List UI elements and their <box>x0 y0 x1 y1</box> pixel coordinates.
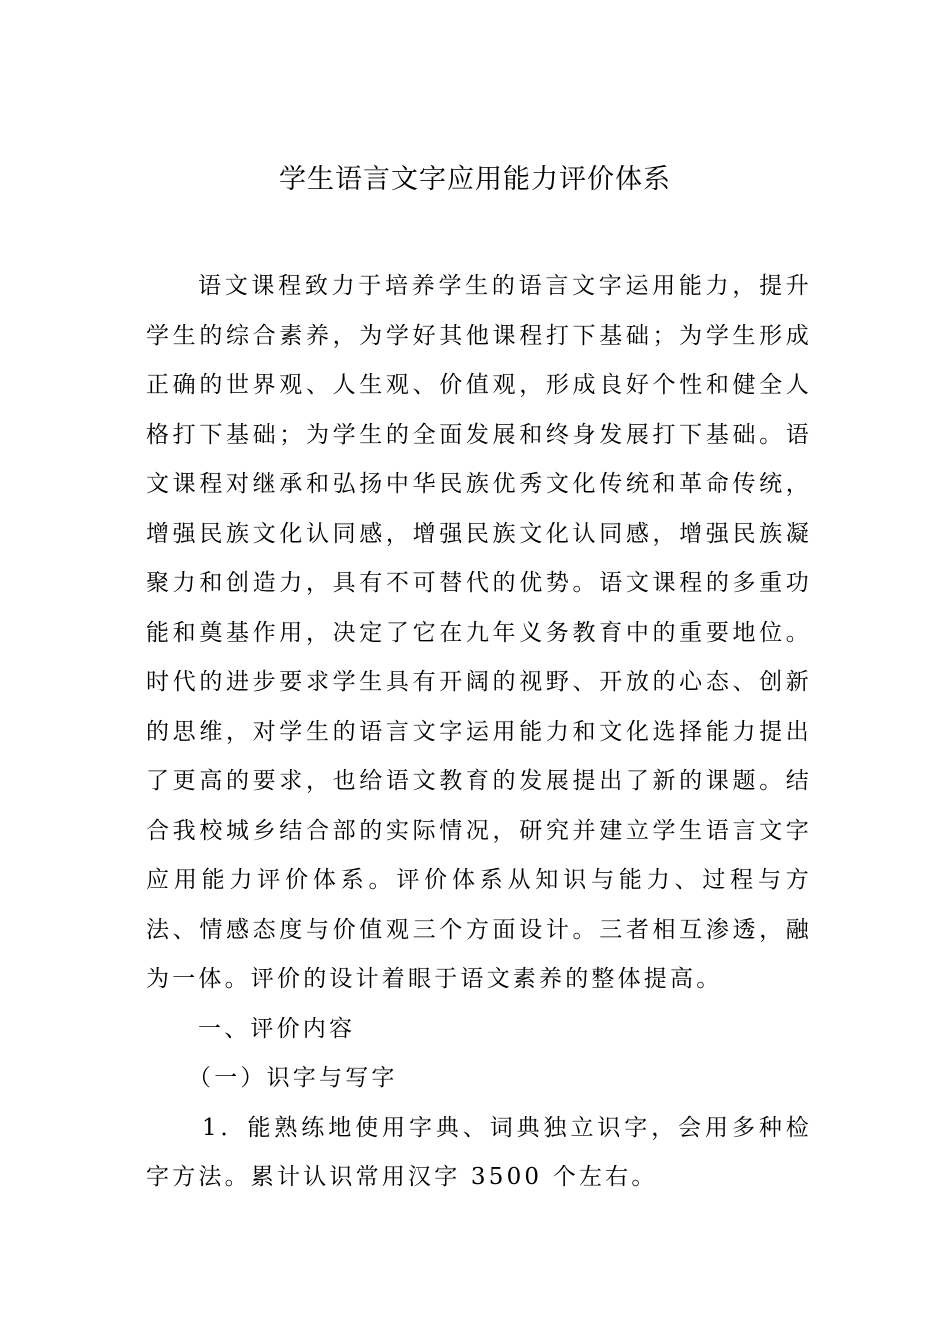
document-body <box>146 262 812 1203</box>
document-title: 学生语言文字应用能力评价体系 <box>279 164 671 195</box>
subsection-heading: （一）识字与写字 <box>188 1065 398 1091</box>
section-heading: 一、评价内容 <box>198 1015 356 1042</box>
intro-paragraph: 语文课程致力于培养学生的语言文字运用能力，提升学生的综合素养，为学好其他课程打下基础；为学生形成正确的世界观、人生观、价值观，形成良好个性和健全人格打下基础；为学生的全面发展和终身发展打下基础。语文课程对继承和弘扬中华民族优秀文化传统和革命传统，增强民族文化认同感，增强民族文化认同感，增强民族凝聚力和创造力，具有不可替代的优势。语文课程的多重功能和奠基作用，决定了它在九年义务教育中的重要地位。时代的进步要求学生具有开阔的视野、开放的心态、创新的思维，对学生的语言文字运用能力和文化选择能力提出了更高的要求，也给语文教育的发展提出了新的课题。结合我校城乡结合部的实际情况，研究并建立学生语言文字应用能力评价体系。评价体系从知识与能力、过程与方法、情感态度与价值观三个方面设计。三者相互渗透，融为一体。评价的设计着眼于语文素养的整体提高。 <box>146 273 812 992</box>
content-item-1: 1．能熟练地使用字典、词典独立识字，会用多种检字方法。累计认识常用汉字 3500 个左右。 <box>146 1114 812 1190</box>
